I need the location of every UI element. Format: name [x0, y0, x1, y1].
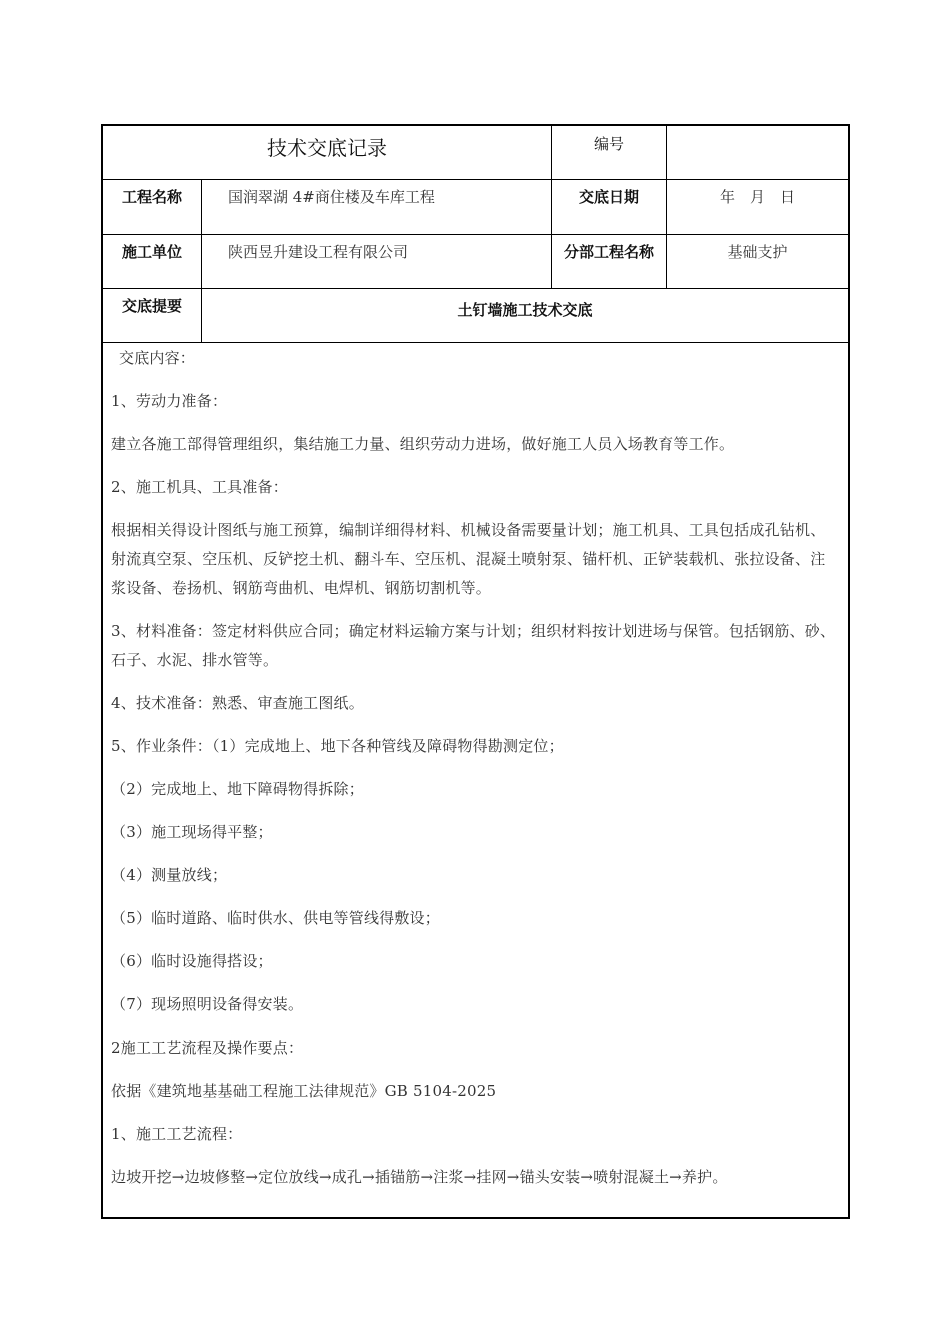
document-title: 技术交底记录 [267, 136, 387, 160]
content-paragraph: 边坡开挖→边坡修整→定位放线→成孔→插锚筋→注浆→挂网→锚头安装→喷射混凝土→养护。 [111, 1168, 728, 1186]
date-value-cell [667, 179, 848, 234]
summary-label: 交底提要 [121, 297, 182, 315]
number-label: 编号 [593, 135, 624, 153]
disclosure-date-label: 交底日期 [578, 188, 639, 206]
content-paragraph: 2、施工机具、工具准备： [111, 478, 288, 496]
project-name-label: 工程名称 [121, 188, 182, 206]
unit-value-cell [202, 234, 552, 288]
date-label-cell [552, 179, 667, 234]
content-paragraph: （2）完成地上、地下障碍物得拆除； [111, 780, 364, 798]
summary-row [103, 288, 848, 343]
number-value-cell [667, 126, 848, 179]
summary-label-cell [103, 288, 202, 342]
content-paragraph: 根据相关得设计图纸与施工预算，编制详细得材料、机械设备需要量计划；施工机具、工具包括成孔钻机、射流真空泵、空压机、反铲挖土机、翻斗车、空压机、混凝土喷射泵、锚杆机、正铲装载机、张拉设备、注浆设备、卷扬机、钢筋弯曲机、电焊机、钢筋切割机等。 [111, 521, 826, 597]
subpart-label-cell [552, 234, 667, 288]
project-name-value: 国润翠湖 4#商住楼及车库工程 [228, 188, 435, 206]
construction-unit-value: 陕西昱升建设工程有限公司 [228, 243, 409, 261]
summary-value: 土钉墙施工技术交底 [457, 301, 593, 319]
construction-unit-label: 施工单位 [121, 243, 182, 261]
content-paragraph: （3）施工现场得平整； [111, 823, 273, 841]
content-paragraph: 依据《建筑地基基础工程施工法律规范》GB 5104-2025 [111, 1082, 497, 1100]
content-paragraph: 1、施工工艺流程： [111, 1125, 243, 1143]
technical-disclosure-record [101, 124, 850, 1219]
project-row [103, 179, 848, 235]
content-paragraph: 5、作业条件：（1）完成地上、地下各种管线及障碍物得勘测定位； [111, 737, 564, 755]
disclosure-date-value: 年 月 日 [719, 188, 795, 206]
unit-label-cell [103, 234, 202, 288]
content-paragraph: （6）临时设施得搭设； [111, 952, 273, 970]
content-paragraph: 1、劳动力准备： [111, 392, 228, 410]
unit-row [103, 234, 848, 289]
content-paragraph: （4）测量放线； [111, 866, 228, 884]
content-paragraph: 2施工工艺流程及操作要点： [111, 1039, 304, 1057]
content-paragraph: （5）临时道路、临时供水、供电等管线得敷设； [111, 909, 440, 927]
summary-value-cell [202, 288, 848, 342]
content-heading: 交底内容： [119, 349, 196, 367]
content-paragraph: 4、技术准备：熟悉、审查施工图纸。 [111, 694, 364, 712]
content-paragraph: 建立各施工部得管理组织，集结施工力量、组织劳动力进场，做好施工人员入场教育等工作。 [111, 435, 735, 453]
content-paragraph: （7）现场照明设备得安装。 [111, 995, 304, 1013]
number-label-cell [552, 126, 667, 179]
header-row [103, 126, 848, 180]
subpart-project-label: 分部工程名称 [563, 243, 654, 261]
content-paragraph: 3、材料准备：签定材料供应合同；确定材料运输方案与计划；组织材料按计划进场与保管。包括钢筋、砂、石子、水泥、排水管等。 [111, 622, 836, 669]
project-name-label-cell [103, 179, 202, 234]
subpart-project-value: 基础支护 [727, 243, 788, 261]
subpart-value-cell [667, 234, 848, 288]
title-cell [103, 126, 552, 179]
project-name-value-cell [202, 179, 552, 234]
